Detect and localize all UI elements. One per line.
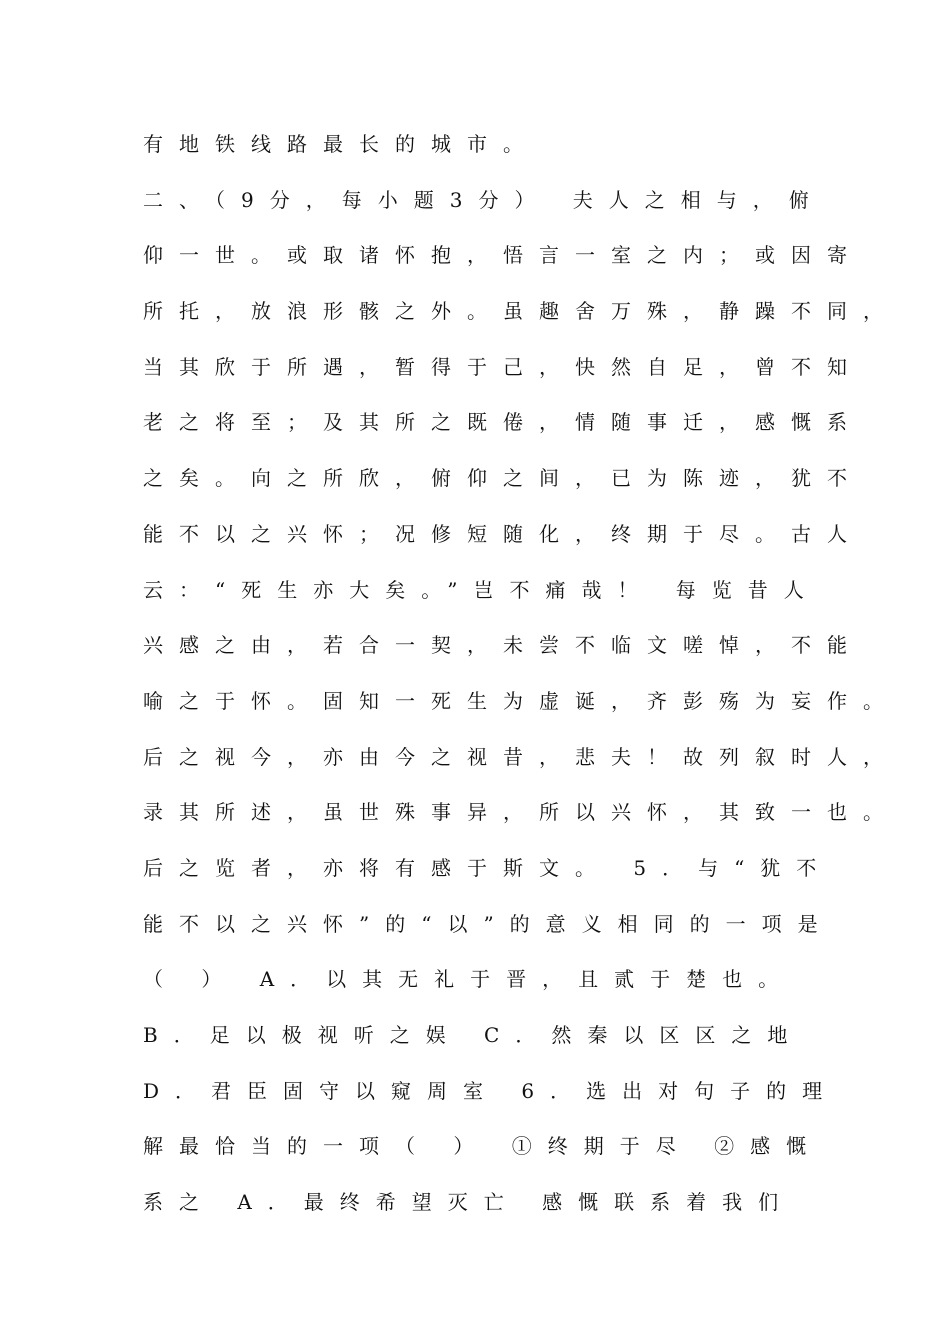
text-line: 能不以之兴怀；况修短随化，终期于尽。古人 xyxy=(143,521,863,546)
text-line: 能不以之兴怀”的“以”的意义相同的一项是 xyxy=(143,911,834,936)
text-line: 后之视今，亦由今之视昔，悲夫！故列叙时人， xyxy=(143,744,899,769)
text-line: 所托，放浪形骸之外。虽趣舍万殊，静躁不同， xyxy=(143,299,899,324)
text-line: 系之 A．最终希望灭亡 感慨联系着我们 xyxy=(143,1190,795,1215)
text-line: 老之将至；及其所之既倦，情随事迁，感慨系 xyxy=(143,410,863,435)
text-line: D．君臣固守以窥周室 6．选出对句子的理 xyxy=(143,1078,839,1103)
text-line: 有地铁线路最长的城市。 xyxy=(143,132,539,156)
text-line: 后之览者，亦将有感于斯文。 5．与“犹不 xyxy=(143,855,833,880)
text-line: 当其欣于所遇，暂得于己，快然自足，曾不知 xyxy=(143,354,863,379)
text-line: 录其所述，虽世殊事异，所以兴怀，其致一也。 xyxy=(143,800,899,825)
text-line: B．足以极视听之娱 C．然秦以区区之地 xyxy=(143,1023,804,1047)
text-line: 喻之于怀。固知一死生为虚诞，齐彭殇为妄作。 xyxy=(143,688,899,713)
text-line: 云：“死生亦大矣。”岂不痛哉！ 每览昔人 xyxy=(143,577,820,602)
document-body xyxy=(143,126,899,1240)
text-line: （ ） A．以其无礼于晋，且贰于楚也。 xyxy=(143,967,795,992)
text-line: 之矣。向之所欣，俯仰之间，已为陈迹，犹不 xyxy=(143,466,863,491)
text-line: 兴感之由，若合一契，未尝不临文嗟悼，不能 xyxy=(143,633,863,658)
text-line: 解最恰当的一项（ ） ①终期于尽 ②感慨 xyxy=(143,1134,823,1159)
text-line: 二、（9分，每小题3分） 夫人之相与，俯 xyxy=(143,187,825,212)
text-line: 仰一世。或取诸怀抱，悟言一室之内；或因寄 xyxy=(143,243,863,268)
